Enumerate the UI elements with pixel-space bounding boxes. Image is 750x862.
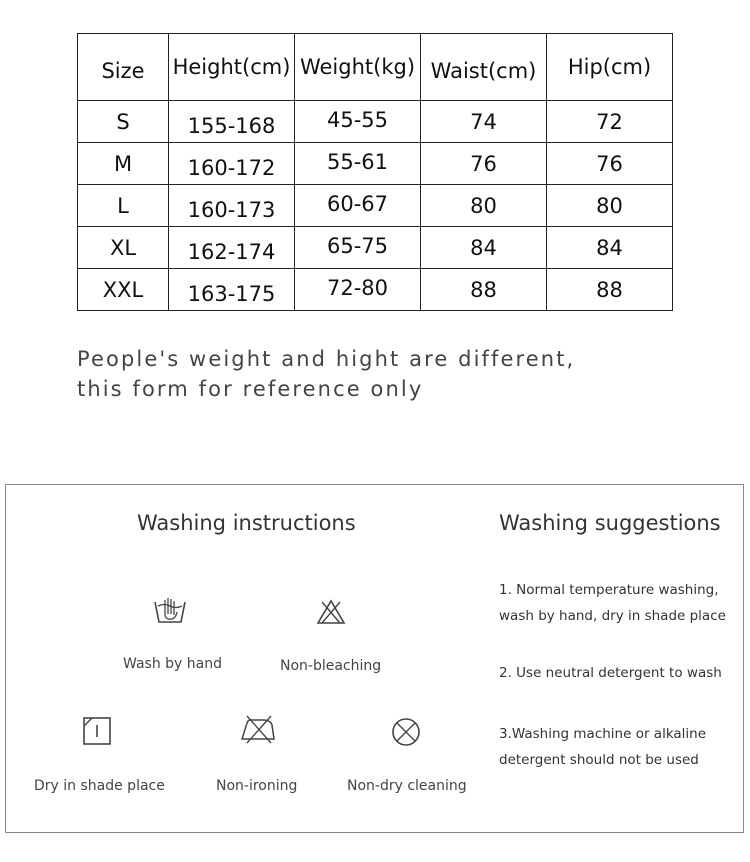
cell-height: 162-174: [169, 227, 295, 269]
cell-hip: 76: [547, 143, 673, 185]
cell-height: 160-173: [169, 185, 295, 227]
header-weight: Weight(kg): [295, 34, 421, 101]
cell-weight: 72-80: [295, 269, 421, 311]
table-row: [78, 227, 673, 269]
suggestion-3-line-1: 3.Washing machine or alkaline: [499, 726, 707, 742]
no-iron-icon: [238, 714, 278, 744]
no-bleach-icon: [316, 599, 346, 625]
dry-in-shade-label: Dry in shade place: [34, 778, 165, 794]
cell-height: 160-172: [169, 143, 295, 185]
cell-hip: 88: [547, 269, 673, 311]
cell-weight: 55-61: [295, 143, 421, 185]
washing-suggestions-title: Washing suggestions: [499, 511, 721, 535]
suggestion-3: [499, 721, 706, 773]
care-panel: [5, 484, 744, 833]
header-size: Size: [78, 34, 169, 101]
cell-waist: 84: [421, 227, 547, 269]
table-row: [78, 101, 673, 143]
non-dry-cleaning-label: Non-dry cleaning: [347, 778, 467, 794]
cell-size: M: [78, 143, 169, 185]
cell-waist: 74: [421, 101, 547, 143]
cell-size: XL: [78, 227, 169, 269]
cell-weight: 45-55: [295, 101, 421, 143]
size-chart-table: [77, 33, 673, 311]
cell-height: 155-168: [169, 101, 295, 143]
wash-by-hand-label: Wash by hand: [123, 656, 222, 672]
non-bleaching-label: Non-bleaching: [280, 658, 382, 674]
suggestion-2-line-1: 2. Use neutral detergent to wash: [499, 665, 722, 681]
suggestion-1-line-1: 1. Normal temperature washing,: [499, 582, 719, 598]
cell-waist: 76: [421, 143, 547, 185]
non-ironing-label: Non-ironing: [216, 778, 298, 794]
shade-dry-icon: [82, 716, 112, 746]
table-header-row: [78, 34, 673, 101]
cell-hip: 80: [547, 185, 673, 227]
no-dry-clean-icon: [390, 716, 422, 748]
suggestion-1: [499, 577, 726, 629]
cell-weight: 65-75: [295, 227, 421, 269]
hand-wash-icon: [153, 596, 187, 624]
cell-size: S: [78, 101, 169, 143]
cell-hip: 84: [547, 227, 673, 269]
table-row: [78, 269, 673, 311]
note-line-1: People's weight and hight are different,: [77, 347, 576, 371]
table-row: [78, 143, 673, 185]
header-waist: Waist(cm): [421, 34, 547, 101]
cell-waist: 88: [421, 269, 547, 311]
cell-size: XXL: [78, 269, 169, 311]
cell-size: L: [78, 185, 169, 227]
cell-hip: 72: [547, 101, 673, 143]
suggestion-3-line-2: detergent should not be used: [499, 752, 699, 768]
header-height: Height(cm): [169, 34, 295, 101]
header-hip: Hip(cm): [547, 34, 673, 101]
washing-instructions-title: Washing instructions: [137, 511, 356, 535]
note-line-2: this form for reference only: [77, 377, 424, 401]
reference-note: [77, 344, 575, 404]
suggestion-2: [499, 660, 722, 686]
suggestion-1-line-2: wash by hand, dry in shade place: [499, 608, 726, 624]
cell-waist: 80: [421, 185, 547, 227]
cell-weight: 60-67: [295, 185, 421, 227]
cell-height: 163-175: [169, 269, 295, 311]
table-row: [78, 185, 673, 227]
